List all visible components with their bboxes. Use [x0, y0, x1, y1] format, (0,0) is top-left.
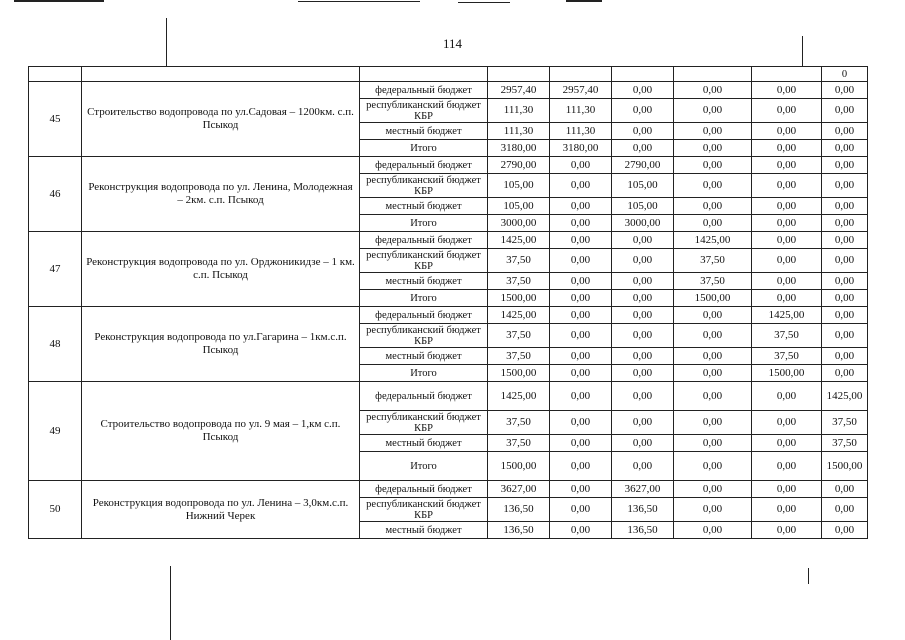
amount-cell: 0,00	[752, 198, 822, 215]
row-number: 47	[29, 232, 82, 307]
amount-cell: 0,00	[550, 290, 612, 307]
amount-cell: 0,00	[674, 435, 752, 452]
funding-source: федеральный бюджет	[360, 157, 488, 174]
amount-cell: 0,00	[674, 198, 752, 215]
amount-cell: 0,00	[550, 157, 612, 174]
amount-cell: 0,00	[674, 452, 752, 481]
amount-cell: 0,00	[674, 481, 752, 498]
amount-cell: 0,00	[550, 411, 612, 435]
amount-cell: 0,00	[550, 198, 612, 215]
amount-cell: 0,00	[674, 365, 752, 382]
scan-artifact-top-line-4	[566, 0, 602, 2]
table-top-row	[29, 67, 868, 82]
amount-cell: 0,00	[612, 307, 674, 324]
amount-cell: 0,00	[612, 290, 674, 307]
amount-cell: 0,00	[612, 140, 674, 157]
amount-cell: 1500,00	[488, 290, 550, 307]
scan-artifact-right-mark-bottom	[808, 568, 809, 584]
project-name: Строительство водопровода по ул. 9 мая – 1,км с.п. Псыкод	[82, 382, 360, 481]
amount-cell: 0,00	[822, 365, 868, 382]
amount-cell: 1425,00	[822, 382, 868, 411]
amount-cell: 0,00	[550, 348, 612, 365]
amount-cell: 0,00	[822, 249, 868, 273]
amount-cell: 0,00	[612, 273, 674, 290]
project-name: Реконструкция водопровода по ул.Гагарина – 1км.с.п. Псыкод	[82, 307, 360, 382]
amount-cell: 1425,00	[488, 307, 550, 324]
row-number: 48	[29, 307, 82, 382]
funding-source: местный бюджет	[360, 123, 488, 140]
amount-cell: 0,00	[822, 307, 868, 324]
budget-table-body	[29, 67, 868, 539]
amount-cell: 2957,40	[550, 82, 612, 99]
amount-cell: 0,00	[550, 365, 612, 382]
scan-artifact-top-line-2	[298, 1, 420, 2]
table-row	[29, 481, 868, 498]
funding-source: республиканский бюджет КБР	[360, 99, 488, 123]
row-number: 49	[29, 382, 82, 481]
amount-cell: 1500,00	[674, 290, 752, 307]
amount-cell: 0,00	[612, 249, 674, 273]
amount-cell: 0,00	[612, 452, 674, 481]
amount-cell: 0,00	[822, 174, 868, 198]
table-row	[29, 307, 868, 324]
amount-cell: 37,50	[488, 348, 550, 365]
amount-cell: 105,00	[488, 198, 550, 215]
amount-cell: 0,00	[550, 452, 612, 481]
amount-cell: 0,00	[550, 215, 612, 232]
amount-cell: 0,00	[612, 365, 674, 382]
funding-source: местный бюджет	[360, 435, 488, 452]
amount-cell: 37,50	[488, 273, 550, 290]
amount-cell: 111,30	[550, 99, 612, 123]
amount-cell: 0,00	[752, 82, 822, 99]
amount-cell: 1425,00	[674, 232, 752, 249]
amount-cell: 0,00	[550, 249, 612, 273]
funding-source: республиканский бюджет КБР	[360, 174, 488, 198]
amount-cell: 37,50	[822, 411, 868, 435]
row-number: 46	[29, 157, 82, 232]
amount-cell: 0,00	[550, 498, 612, 522]
amount-cell: 1500,00	[752, 365, 822, 382]
amount-cell: 0,00	[550, 174, 612, 198]
top-row-cell	[674, 67, 752, 82]
funding-source: Итого	[360, 365, 488, 382]
amount-cell: 0,00	[822, 348, 868, 365]
funding-source: местный бюджет	[360, 273, 488, 290]
amount-cell: 105,00	[612, 198, 674, 215]
amount-cell: 0,00	[612, 324, 674, 348]
amount-cell: 0,00	[822, 290, 868, 307]
amount-cell: 105,00	[612, 174, 674, 198]
amount-cell: 0,00	[612, 435, 674, 452]
amount-cell: 37,50	[488, 324, 550, 348]
amount-cell: 3627,00	[612, 481, 674, 498]
amount-cell: 0,00	[822, 123, 868, 140]
top-row-cell	[29, 67, 82, 82]
amount-cell: 37,50	[674, 249, 752, 273]
amount-cell: 136,50	[488, 498, 550, 522]
table-row	[29, 382, 868, 411]
amount-cell: 0,00	[674, 411, 752, 435]
amount-cell: 0,00	[752, 522, 822, 539]
amount-cell: 0,00	[674, 157, 752, 174]
amount-cell: 0,00	[822, 140, 868, 157]
project-name: Строительство водопровода по ул.Садовая – 1200км. с.п. Псыкод	[82, 82, 360, 157]
amount-cell: 1500,00	[488, 452, 550, 481]
amount-cell: 37,50	[674, 273, 752, 290]
amount-cell: 136,50	[612, 522, 674, 539]
top-row-cell	[612, 67, 674, 82]
amount-cell: 0,00	[822, 198, 868, 215]
amount-cell: 0,00	[550, 435, 612, 452]
amount-cell: 0,00	[822, 481, 868, 498]
amount-cell: 1425,00	[488, 382, 550, 411]
amount-cell: 0,00	[822, 215, 868, 232]
table-row	[29, 82, 868, 99]
amount-cell: 0,00	[674, 123, 752, 140]
amount-cell: 0,00	[550, 273, 612, 290]
scan-artifact-top-line-1	[14, 0, 104, 2]
amount-cell: 0,00	[752, 273, 822, 290]
row-number: 50	[29, 481, 82, 539]
project-name: Реконструкция водопровода по ул. Орджоникидзе – 1 км. с.п. Псыкод	[82, 232, 360, 307]
amount-cell: 0,00	[822, 273, 868, 290]
amount-cell: 37,50	[822, 435, 868, 452]
amount-cell: 0,00	[550, 307, 612, 324]
project-name: Реконструкция водопровода по ул. Ленина – 3,0км.с.п. Нижний Черек	[82, 481, 360, 539]
amount-cell: 0,00	[674, 382, 752, 411]
project-name: Реконструкция водопровода по ул. Ленина, Молодежная – 2км. с.п. Псыкод	[82, 157, 360, 232]
amount-cell: 0,00	[612, 123, 674, 140]
amount-cell: 0,00	[550, 232, 612, 249]
funding-source: местный бюджет	[360, 348, 488, 365]
amount-cell: 0,00	[674, 140, 752, 157]
amount-cell: 0,00	[612, 99, 674, 123]
funding-source: республиканский бюджет КБР	[360, 324, 488, 348]
amount-cell: 0,00	[752, 157, 822, 174]
amount-cell: 105,00	[488, 174, 550, 198]
table-row	[29, 157, 868, 174]
amount-cell: 0,00	[752, 140, 822, 157]
amount-cell: 1500,00	[822, 452, 868, 481]
funding-source: местный бюджет	[360, 198, 488, 215]
amount-cell: 0,00	[822, 232, 868, 249]
amount-cell: 0,00	[822, 82, 868, 99]
amount-cell: 3180,00	[550, 140, 612, 157]
amount-cell: 111,30	[488, 123, 550, 140]
budget-table	[28, 66, 868, 539]
amount-cell: 0,00	[674, 174, 752, 198]
amount-cell: 0,00	[752, 215, 822, 232]
amount-cell: 1425,00	[752, 307, 822, 324]
amount-cell: 136,50	[612, 498, 674, 522]
amount-cell: 1500,00	[488, 365, 550, 382]
funding-source: федеральный бюджет	[360, 481, 488, 498]
amount-cell: 0,00	[752, 249, 822, 273]
page-number: 114	[442, 36, 463, 51]
amount-cell: 0,00	[752, 452, 822, 481]
amount-cell: 2790,00	[612, 157, 674, 174]
funding-source: Итого	[360, 452, 488, 481]
amount-cell: 136,50	[488, 522, 550, 539]
amount-cell: 3000,00	[612, 215, 674, 232]
amount-cell: 0,00	[822, 324, 868, 348]
amount-cell: 1425,00	[488, 232, 550, 249]
amount-cell: 0,00	[550, 522, 612, 539]
amount-cell: 0,00	[674, 82, 752, 99]
funding-source: республиканский бюджет КБР	[360, 498, 488, 522]
amount-cell: 0,00	[550, 382, 612, 411]
funding-source: федеральный бюджет	[360, 82, 488, 99]
amount-cell: 37,50	[488, 435, 550, 452]
funding-source: республиканский бюджет КБР	[360, 249, 488, 273]
amount-cell: 0,00	[752, 382, 822, 411]
amount-cell: 111,30	[550, 123, 612, 140]
amount-cell: 0,00	[674, 522, 752, 539]
amount-cell: 0,00	[822, 522, 868, 539]
amount-cell: 0,00	[822, 99, 868, 123]
funding-source: Итого	[360, 140, 488, 157]
amount-cell: 0,00	[674, 498, 752, 522]
amount-cell: 0,00	[752, 481, 822, 498]
top-row-cell	[82, 67, 360, 82]
amount-cell: 0,00	[752, 290, 822, 307]
amount-cell: 0,00	[612, 82, 674, 99]
amount-cell: 37,50	[752, 324, 822, 348]
amount-cell: 0,00	[674, 307, 752, 324]
amount-cell: 3180,00	[488, 140, 550, 157]
amount-cell: 0,00	[674, 348, 752, 365]
amount-cell: 0,00	[752, 411, 822, 435]
amount-cell: 0,00	[752, 174, 822, 198]
amount-cell: 37,50	[752, 348, 822, 365]
funding-source: местный бюджет	[360, 522, 488, 539]
amount-cell: 2790,00	[488, 157, 550, 174]
amount-cell: 37,50	[488, 249, 550, 273]
amount-cell: 0,00	[822, 498, 868, 522]
amount-cell: 0,00	[550, 324, 612, 348]
row-number: 45	[29, 82, 82, 157]
amount-cell: 0,00	[752, 498, 822, 522]
amount-cell: 0,00	[550, 481, 612, 498]
scan-artifact-top-line-3	[458, 2, 510, 3]
amount-cell: 0,00	[752, 123, 822, 140]
amount-cell: 0,00	[612, 382, 674, 411]
top-row-cell	[550, 67, 612, 82]
funding-source: Итого	[360, 290, 488, 307]
top-row-cell: 0	[822, 67, 868, 82]
scan-artifact-fold-line-bottom	[170, 566, 171, 640]
amount-cell: 0,00	[822, 157, 868, 174]
funding-source: Итого	[360, 215, 488, 232]
amount-cell: 37,50	[488, 411, 550, 435]
amount-cell: 0,00	[612, 411, 674, 435]
funding-source: республиканский бюджет КБР	[360, 411, 488, 435]
top-row-cell	[752, 67, 822, 82]
top-row-cell	[360, 67, 488, 82]
amount-cell: 0,00	[752, 99, 822, 123]
amount-cell: 2957,40	[488, 82, 550, 99]
amount-cell: 0,00	[612, 232, 674, 249]
table-row	[29, 232, 868, 249]
amount-cell: 0,00	[674, 99, 752, 123]
amount-cell: 0,00	[612, 348, 674, 365]
funding-source: федеральный бюджет	[360, 382, 488, 411]
top-row-cell	[488, 67, 550, 82]
amount-cell: 111,30	[488, 99, 550, 123]
amount-cell: 3627,00	[488, 481, 550, 498]
amount-cell: 0,00	[752, 435, 822, 452]
amount-cell: 0,00	[752, 232, 822, 249]
funding-source: федеральный бюджет	[360, 232, 488, 249]
funding-source: федеральный бюджет	[360, 307, 488, 324]
amount-cell: 0,00	[674, 215, 752, 232]
amount-cell: 3000,00	[488, 215, 550, 232]
amount-cell: 0,00	[674, 324, 752, 348]
